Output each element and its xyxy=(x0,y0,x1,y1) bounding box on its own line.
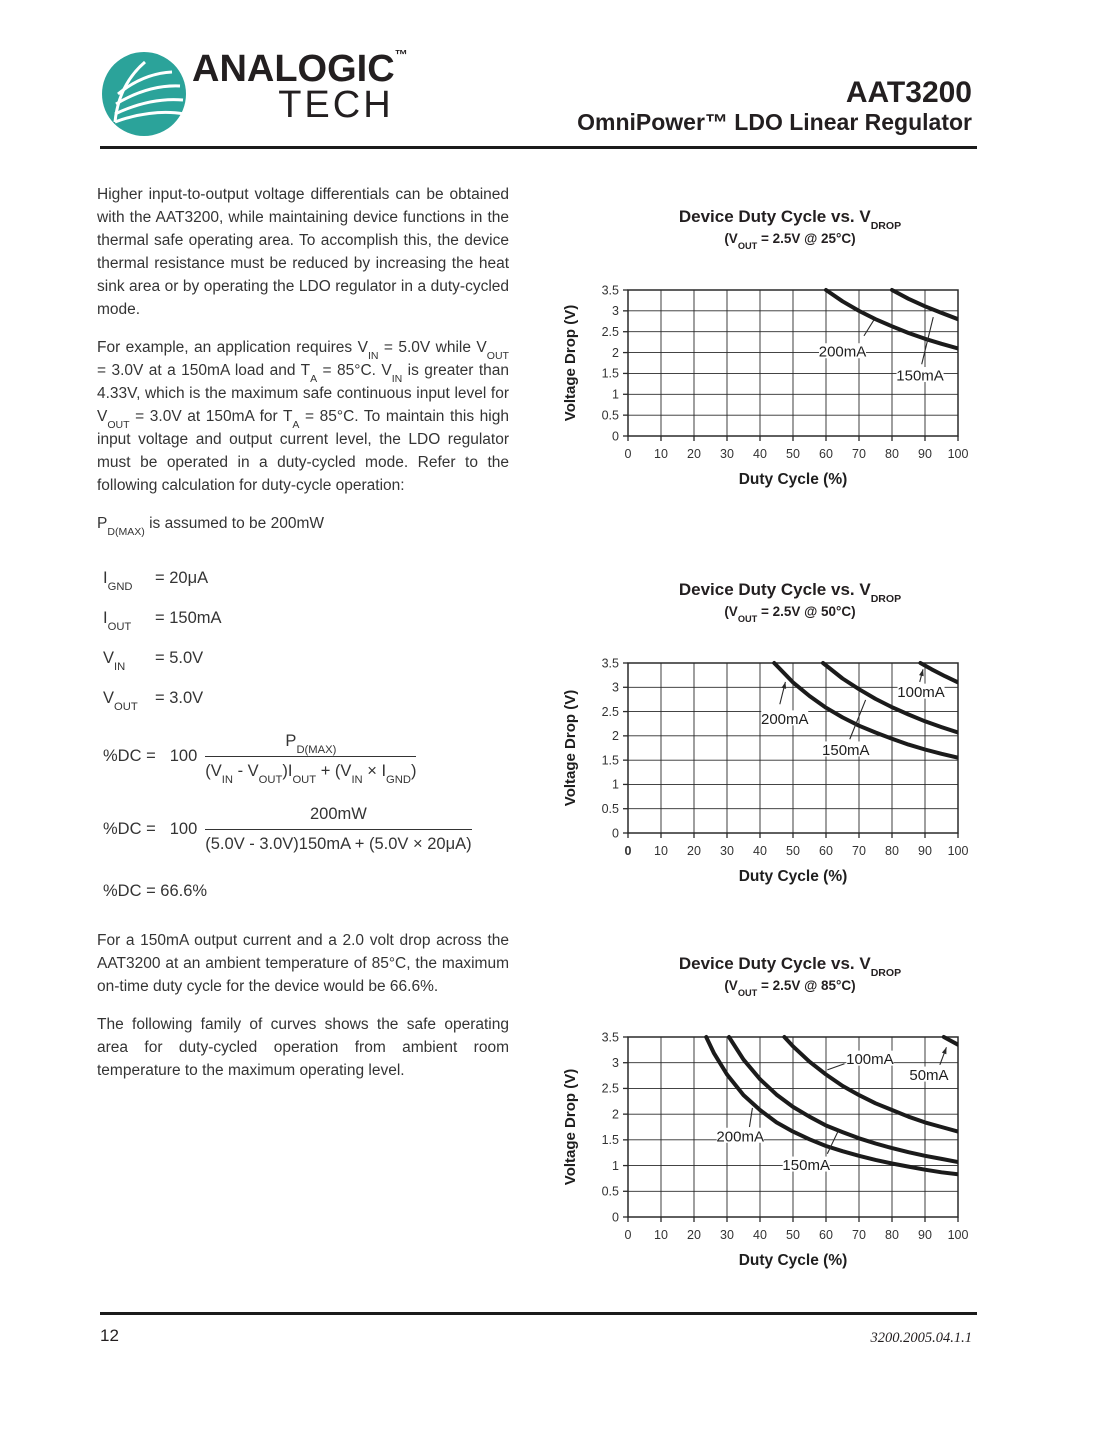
paragraph-curves-note: The following family of curves shows the safe operating area for duty-cycled operation from ambient room temperature to the maximum operating level. xyxy=(97,1016,509,1079)
svg-text:0: 0 xyxy=(624,844,632,858)
svg-text:30: 30 xyxy=(720,1228,734,1242)
svg-text:3.5: 3.5 xyxy=(601,1030,619,1045)
chart-title: Device Duty Cycle vs. $V_{DROP}$ xyxy=(678,207,902,233)
svg-text:2: 2 xyxy=(612,729,619,744)
svg-text:10: 10 xyxy=(654,844,668,858)
curve-label-200mA: 200mA xyxy=(716,1128,764,1146)
header-rule xyxy=(100,146,977,149)
paragraph-conclusion: For a 150mA output current and a 2.0 volt drop across the AAT3200 at an ambient temperature of 85°C, the maximum on-time duty cycle for the device would be 66.6%. xyxy=(97,932,509,995)
company-logo xyxy=(100,47,408,138)
svg-text:100: 100 xyxy=(947,844,969,858)
svg-text:60: 60 xyxy=(819,844,833,858)
chart-title: Device Duty Cycle vs. $V_{DROP}$ xyxy=(678,580,902,606)
symbol-iout: $I_{OUT}$ xyxy=(103,609,132,634)
duty-cycle-chart-25c xyxy=(560,205,1020,536)
document-title-block xyxy=(577,76,972,137)
chart-title: Device Duty Cycle vs. $V_{DROP}$ xyxy=(678,954,902,980)
curve-label-100mA: 100mA xyxy=(897,684,945,702)
svg-text:20: 20 xyxy=(687,844,701,858)
svg-text:1: 1 xyxy=(612,1158,619,1173)
fraction-numerator: 200mW xyxy=(205,803,471,830)
equation-coefficient: 100 xyxy=(169,747,198,765)
definition-vin xyxy=(103,647,509,674)
brand-name xyxy=(192,47,408,126)
definition-iout xyxy=(103,607,509,634)
x-axis-title: Duty Cycle (%) xyxy=(738,1252,848,1269)
fraction xyxy=(205,803,471,856)
part-number: AAT3200 xyxy=(845,76,972,109)
assumption-line: $P_{D(MAX)}$ is assumed to be 200mW xyxy=(97,515,324,539)
chart-subtitle: ($V_{OUT} = 2.5V$ @ 85°C) xyxy=(724,978,856,999)
duty-cycle-equation-numeric xyxy=(103,803,509,856)
value-vin: = 5.0V xyxy=(155,649,204,667)
svg-text:80: 80 xyxy=(885,1228,899,1242)
svg-text:70: 70 xyxy=(852,844,866,858)
svg-text:100: 100 xyxy=(947,447,969,461)
svg-text:90: 90 xyxy=(918,844,932,858)
svg-text:50: 50 xyxy=(786,1228,800,1242)
curve-label-200mA: 200mA xyxy=(760,710,809,728)
svg-text:0: 0 xyxy=(612,1210,619,1225)
svg-text:40: 40 xyxy=(753,844,767,858)
paragraph-intro: Higher input-to-output voltage differentials can be obtained with the AAT3200, while maintaining device functions in the thermal safe operating area. To accomplish this, the device thermal resistance must be reduced by increasing the heat sink area or by operating the LDO regulator in a duty-cycled mode. xyxy=(97,186,509,318)
svg-text:1: 1 xyxy=(612,387,619,402)
svg-text:40: 40 xyxy=(753,1228,767,1242)
svg-text:10: 10 xyxy=(654,447,668,461)
definition-vout xyxy=(103,687,509,714)
svg-text:1.5: 1.5 xyxy=(601,753,619,768)
body-text-column xyxy=(97,183,509,1097)
curve-label-50mA: 50mA xyxy=(909,1067,949,1085)
definitions-list xyxy=(103,567,509,714)
value-ignd: = 20μA xyxy=(155,569,209,587)
leaf-logo-icon xyxy=(100,50,188,138)
curve-label-150mA: 150mA xyxy=(782,1157,830,1175)
chart-subtitle: ($V_{OUT} = 2.5V$ @ 50°C) xyxy=(724,604,856,625)
symbol-vout: $V_{OUT}$ xyxy=(103,689,138,714)
equation-lhs: %DC = xyxy=(103,820,156,838)
svg-text:20: 20 xyxy=(687,1228,701,1242)
svg-text:2.5: 2.5 xyxy=(601,704,619,719)
svg-text:2: 2 xyxy=(612,1107,619,1122)
fraction-denominator: $(V_{IN} - V_{OUT})I_{OUT} + (V_{IN} \times I_{GND})$ xyxy=(205,762,417,787)
page-number: 12 xyxy=(100,1326,119,1345)
curve-label-100mA: 100mA xyxy=(846,1051,894,1069)
chart-subtitle: ($V_{OUT} = 2.5V$ @ 25°C) xyxy=(724,231,856,252)
svg-text:30: 30 xyxy=(720,844,734,858)
svg-text:70: 70 xyxy=(852,1228,866,1242)
chart-canvas xyxy=(560,653,1010,933)
svg-text:60: 60 xyxy=(819,447,833,461)
y-axis-title: Voltage Drop (V) xyxy=(562,1068,579,1186)
chart-canvas xyxy=(560,280,1010,536)
svg-text:3.5: 3.5 xyxy=(601,283,619,298)
footer-rule xyxy=(100,1312,977,1315)
paragraph-example: For example, an application requires $V_{IN} = 5.0V$ while $V_{OUT} = 3.0V$ at a 150mA load and $T_A = 85^\circ C$. $V_{IN}$ is greater than 4.33V, which is the maximum safe continuous input level for $V_{OUT} = 3.0V$ at 150mA for $T_A = 85^\circ C$. To maintain this high input voltage and output current level, the LDO regulator must be operated in a duty-cycled mode. Refer to the following calculation for duty-cycle operation: xyxy=(97,339,509,494)
series-50mA xyxy=(944,1037,958,1045)
svg-text:1.5: 1.5 xyxy=(601,1133,619,1148)
value-iout: = 150mA xyxy=(155,609,222,627)
svg-text:60: 60 xyxy=(819,1228,833,1242)
symbol-ignd: $I_{GND}$ xyxy=(103,569,133,594)
svg-text:1: 1 xyxy=(612,777,619,792)
svg-text:0: 0 xyxy=(612,429,619,444)
svg-text:3: 3 xyxy=(612,680,619,695)
duty-cycle-equation-symbolic xyxy=(103,730,509,787)
product-title: OmniPower™ LDO Linear Regulator xyxy=(577,109,972,135)
svg-text:0: 0 xyxy=(612,826,619,841)
series-100mA xyxy=(920,663,958,682)
svg-text:80: 80 xyxy=(885,447,899,461)
duty-cycle-chart-50c xyxy=(560,578,1020,933)
svg-text:0: 0 xyxy=(624,447,632,461)
duty-cycle-chart-85c xyxy=(560,952,1020,1317)
svg-text:2.5: 2.5 xyxy=(601,1081,619,1096)
brand-analogic: ANALOGIC™ xyxy=(192,47,408,90)
svg-text:0.5: 0.5 xyxy=(601,802,619,817)
svg-text:50: 50 xyxy=(786,447,800,461)
svg-text:70: 70 xyxy=(852,447,866,461)
fraction-numerator: $P_{D(MAX)}$ xyxy=(205,730,416,757)
svg-text:90: 90 xyxy=(918,1228,932,1242)
svg-text:0: 0 xyxy=(624,1228,632,1242)
svg-text:2.5: 2.5 xyxy=(601,325,619,340)
definition-ignd xyxy=(103,567,509,594)
document-id: 3200.2005.04.1.1 xyxy=(870,1330,972,1346)
svg-text:3.5: 3.5 xyxy=(601,656,619,671)
svg-text:20: 20 xyxy=(687,447,701,461)
x-axis-title: Duty Cycle (%) xyxy=(738,471,848,488)
svg-text:10: 10 xyxy=(654,1228,668,1242)
fraction xyxy=(205,730,417,787)
svg-text:50: 50 xyxy=(786,844,800,858)
symbol-vin: $V_{IN}$ xyxy=(103,649,126,674)
curve-label-150mA: 150mA xyxy=(896,367,944,385)
equation-coefficient: 100 xyxy=(169,820,198,838)
svg-text:3: 3 xyxy=(612,304,619,319)
chart-canvas xyxy=(560,1027,1010,1317)
value-vout: = 3.0V xyxy=(155,689,204,707)
equation-lhs: %DC = xyxy=(103,747,156,765)
y-axis-title: Voltage Drop (V) xyxy=(562,304,579,422)
y-axis-title: Voltage Drop (V) xyxy=(562,689,579,807)
brand-tech: TECH xyxy=(278,84,394,126)
svg-text:30: 30 xyxy=(720,447,734,461)
svg-text:1.5: 1.5 xyxy=(601,366,619,381)
svg-text:0.5: 0.5 xyxy=(601,1184,619,1199)
svg-text:40: 40 xyxy=(753,447,767,461)
svg-text:100: 100 xyxy=(947,1228,969,1242)
svg-text:3: 3 xyxy=(612,1056,619,1071)
curve-label-150mA: 150mA xyxy=(822,741,870,759)
svg-text:2: 2 xyxy=(612,345,619,360)
svg-text:90: 90 xyxy=(918,447,932,461)
duty-cycle-result: %DC = 66.6% xyxy=(103,882,208,900)
svg-text:80: 80 xyxy=(885,844,899,858)
trademark-symbol: ™ xyxy=(394,47,408,62)
x-axis-title: Duty Cycle (%) xyxy=(738,868,848,885)
svg-text:0.5: 0.5 xyxy=(601,408,619,423)
fraction-denominator: (5.0V - 3.0V)150mA + (5.0V × 20μA) xyxy=(205,835,472,853)
curve-label-200mA: 200mA xyxy=(818,343,867,361)
